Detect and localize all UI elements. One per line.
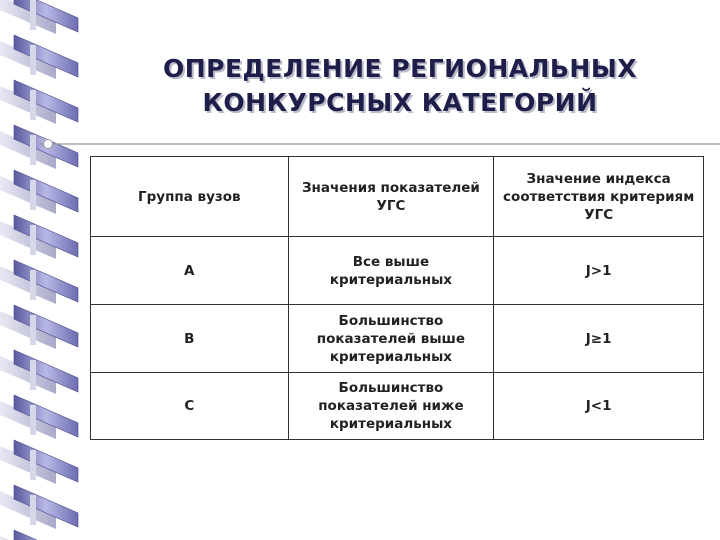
title-line-2: КОНКУРСНЫХ КАТЕГОРИЙ [202,88,598,117]
coil-post [30,135,36,165]
table-row [91,237,704,305]
coil-post [30,315,36,345]
coil-post [30,180,36,210]
header-indicators: Значения показателей УГС [288,157,494,237]
coil-post [30,225,36,255]
cell-group: C [91,373,289,440]
table-row [91,373,704,440]
divider-knob [44,140,53,149]
spiral-binding-decoration [0,0,80,540]
cell-indicators: Большинство показателей выше критериальных [288,305,494,373]
title-line-1: ОПРЕДЕЛЕНИЕ РЕГИОНАЛЬНЫХ [162,54,638,83]
cell-index: J<1 [494,373,704,440]
coil-post [30,450,36,480]
table-header-row [91,157,704,237]
coil [14,530,78,540]
slide-title [120,52,680,120]
categories-table [90,156,704,440]
cell-index: J>1 [494,237,704,305]
coil-post [30,0,36,30]
coil-post [30,45,36,75]
cell-index: J≥1 [494,305,704,373]
coil-post [30,270,36,300]
coil-post [30,360,36,390]
coil-post [30,405,36,435]
coil-post [30,90,36,120]
coil-post [30,495,36,525]
cell-indicators: Все выше критериальных [288,237,494,305]
cell-group: A [91,237,289,305]
table-row [91,305,704,373]
header-index: Значение индекса соответствия критериям УГС [494,157,704,237]
title-divider [40,139,720,149]
cell-group: B [91,305,289,373]
header-group: Группа вузов [91,157,289,237]
cell-indicators: Большинство показателей ниже критериальных [288,373,494,440]
